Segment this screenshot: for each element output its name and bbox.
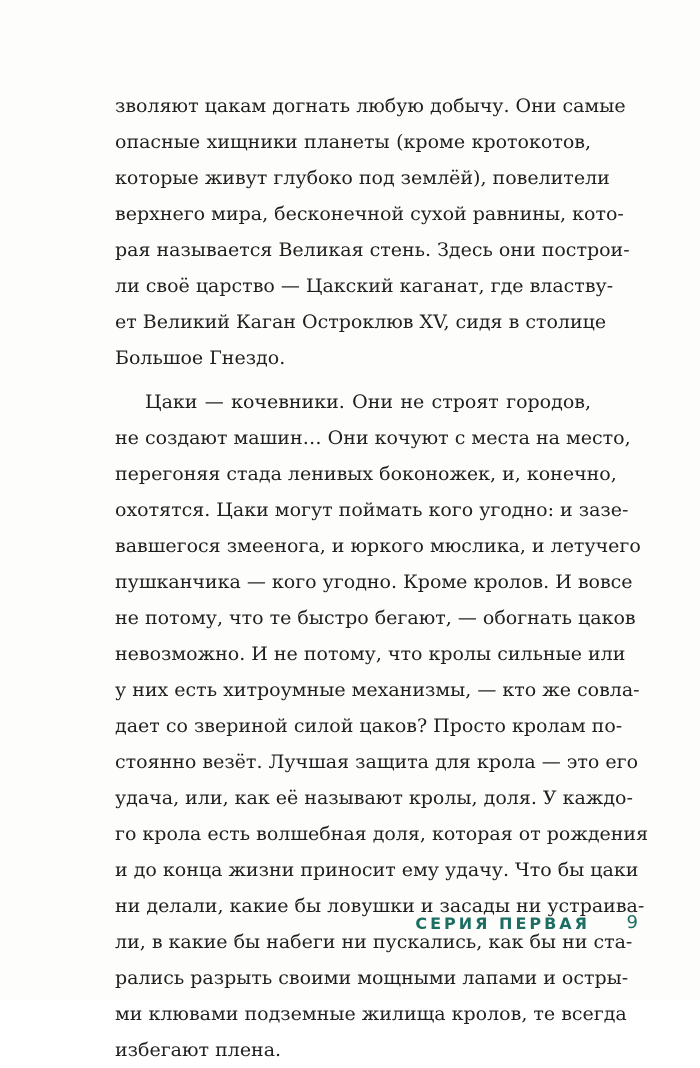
text-line: дает со звериной силой цаков? Просто кролам по- bbox=[115, 715, 623, 737]
text-line: верхнего мира, бесконечной сухой равнины, кото- bbox=[115, 203, 624, 225]
page-footer bbox=[0, 904, 700, 944]
text-line: рались разрыть своими мощными лапами и остры- bbox=[115, 967, 629, 989]
text-line: ли своё царство — Цакский каганат, где властву- bbox=[115, 275, 614, 297]
text-line: ет Великий Каган Остроклюв XV, сидя в столице bbox=[115, 311, 607, 333]
text-line: невозможно. И не потому, что кролы сильные или bbox=[115, 643, 626, 665]
text-line: Цаки — кочевники. Они не строят городов, bbox=[145, 391, 591, 413]
text-line: не потому, что те быстро бегают, — обогнать цаков bbox=[115, 607, 636, 629]
text-line: и до конца жизни приносит ему удачу. Что бы цаки bbox=[115, 859, 639, 881]
text-line: вавшегося змеенога, и юркого мюслика, и летучего bbox=[115, 535, 641, 557]
page-number: 9 bbox=[626, 912, 638, 933]
text-line: го крола есть волшебная доля, которая от рождения bbox=[115, 823, 649, 845]
text-line: охотятся. Цаки могут поймать кого угодно: и зазе- bbox=[115, 499, 629, 521]
text-line: у них есть хитроумные механизмы, — кто же совла- bbox=[115, 679, 640, 701]
text-line: Большое Гнездо. bbox=[115, 347, 286, 369]
text-line: ли, в какие бы набеги ни пускались, как бы ни ста- bbox=[115, 931, 633, 953]
text-line: не создают машин… Они кочуют с места на место, bbox=[115, 427, 631, 449]
text-line: перегоняя стада ленивых боконожек, и, конечно, bbox=[115, 463, 617, 485]
text-line: стоянно везёт. Лучшая защита для крола — это его bbox=[115, 751, 639, 773]
text-line: рая называется Великая стень. Здесь они построи- bbox=[115, 239, 630, 261]
series-title: СЕРИЯ ПЕРВАЯ bbox=[415, 914, 590, 933]
text-line: которые живут глубоко под землёй), повелители bbox=[115, 167, 610, 189]
paragraph-gap bbox=[115, 376, 591, 384]
text-line: опасные хищники планеты (кроме кротокотов, bbox=[115, 131, 591, 153]
text-line: пушканчика — кого угодно. Кроме кролов. И вовсе bbox=[115, 571, 633, 593]
text-line: избегают плена. bbox=[115, 1039, 282, 1061]
text-line: ни делали, какие бы ловушки и засады ни устраива- bbox=[115, 895, 645, 917]
text-line: зволяют цакам догнать любую добычу. Они самые bbox=[115, 95, 626, 117]
text-line: ми клювами подземные жилища кролов, те всегда bbox=[115, 1003, 627, 1025]
text-line: удача, или, как её называют кролы, доля. У каждо- bbox=[115, 787, 633, 809]
